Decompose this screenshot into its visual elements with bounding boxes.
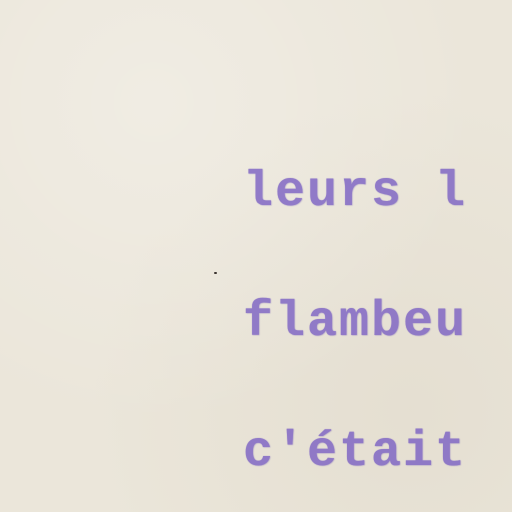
text-line-3: c'était: [243, 424, 468, 481]
text-line-1: leurs l: [243, 164, 468, 221]
text-line-2: flambeu: [243, 294, 468, 351]
ink-speck: [214, 272, 217, 274]
